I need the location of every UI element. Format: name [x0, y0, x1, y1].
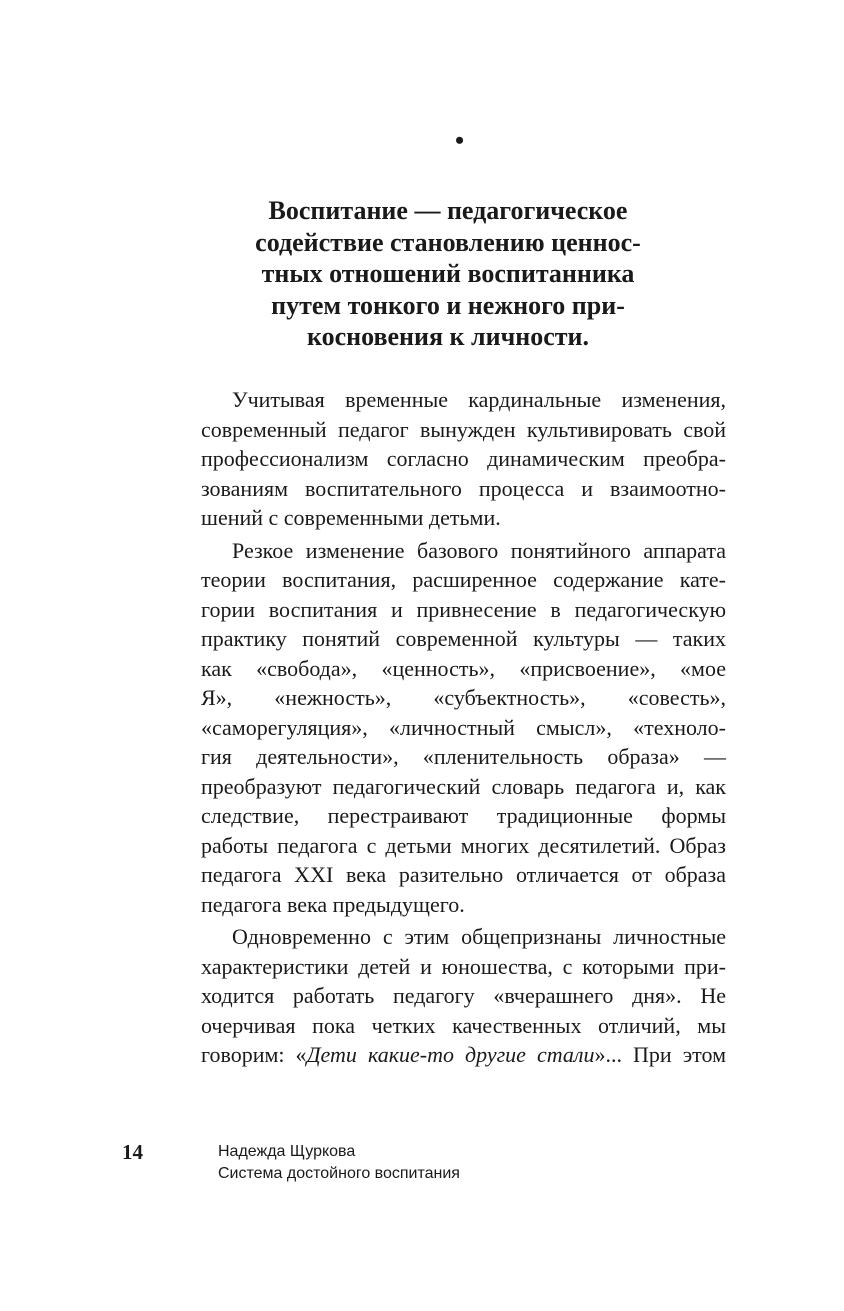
- text-line: ходится работать педагогу «вчерашнего дня». Не: [201, 983, 726, 1008]
- section-heading: [218, 195, 678, 353]
- text-line: педагога XXI века разительно отличается от образа: [201, 862, 726, 887]
- text-line: работы педагога с детьми многих десятилетий. Образ: [201, 832, 726, 858]
- text-line: современный педагог вынужден культивировать свой: [201, 416, 726, 442]
- heading-line: косновения к личности.: [306, 322, 590, 351]
- text-line: зованиям воспитательного процесса и взаимоотно-: [201, 475, 726, 501]
- footer-book-title: Система достойного воспитания: [218, 1165, 460, 1182]
- text-line: практику понятий современной культуры — таких: [201, 626, 726, 651]
- text-line: профессионализм согласно динамическим преобра-: [201, 446, 726, 471]
- text-line: характеристики детей и юношества, с которыми при-: [201, 953, 726, 979]
- page-number: 14: [122, 1140, 143, 1164]
- text-line: педагога века предыдущего.: [201, 891, 465, 917]
- italic-quote: Дети какие-то другие стали: [306, 1042, 595, 1067]
- section-bullet: •: [455, 126, 465, 155]
- text-line: Резкое изменение базового понятийного аппарата: [232, 537, 726, 563]
- text-line: очерчивая пока четких качественных отличий, мы: [201, 1012, 726, 1038]
- footer-author: Надежда Щуркова: [218, 1143, 356, 1160]
- text-line: теории воспитания, расширенное содержание кате-: [201, 567, 726, 592]
- text-line: шений с современными детьми.: [201, 505, 501, 530]
- paragraph-3: [201, 922, 726, 1070]
- text-line: преобразуют педагогический словарь педагога и, как: [201, 773, 726, 799]
- text-segment: »... При этом: [594, 1042, 726, 1067]
- text-line: Одновременно с этим общепризнаны личностные: [232, 924, 726, 949]
- text-line: как «свобода», «ценность», «присвоение», «мое: [201, 655, 726, 681]
- heading-line: путем тонкого и нежного при-: [271, 290, 625, 320]
- text-line: гории воспитания и привнесение в педагогическую: [201, 596, 726, 622]
- text-line: следствие, перестраивают традиционные формы: [201, 803, 726, 828]
- text-line-mixed: [201, 1040, 726, 1070]
- text-line: гия деятельности», «пленительность образа» —: [201, 744, 726, 769]
- paragraph-2: [201, 536, 726, 920]
- text-line: Учитывая временные кардинальные изменения,: [232, 387, 726, 412]
- heading-line: содействие становлению ценнос-: [255, 227, 641, 257]
- body-text: [201, 385, 726, 1070]
- heading-line: тных отношений воспитанника: [261, 259, 635, 288]
- heading-line: Воспитание — педагогическое: [268, 196, 628, 225]
- text-line: «саморегуляция», «личностный смысл», «техноло-: [201, 714, 726, 740]
- text-line: Я», «нежность», «субъектность», «совесть»,: [201, 685, 726, 710]
- paragraph-1: [201, 385, 726, 533]
- running-footer: [218, 1141, 460, 1185]
- text-segment: говорим: «: [201, 1042, 307, 1067]
